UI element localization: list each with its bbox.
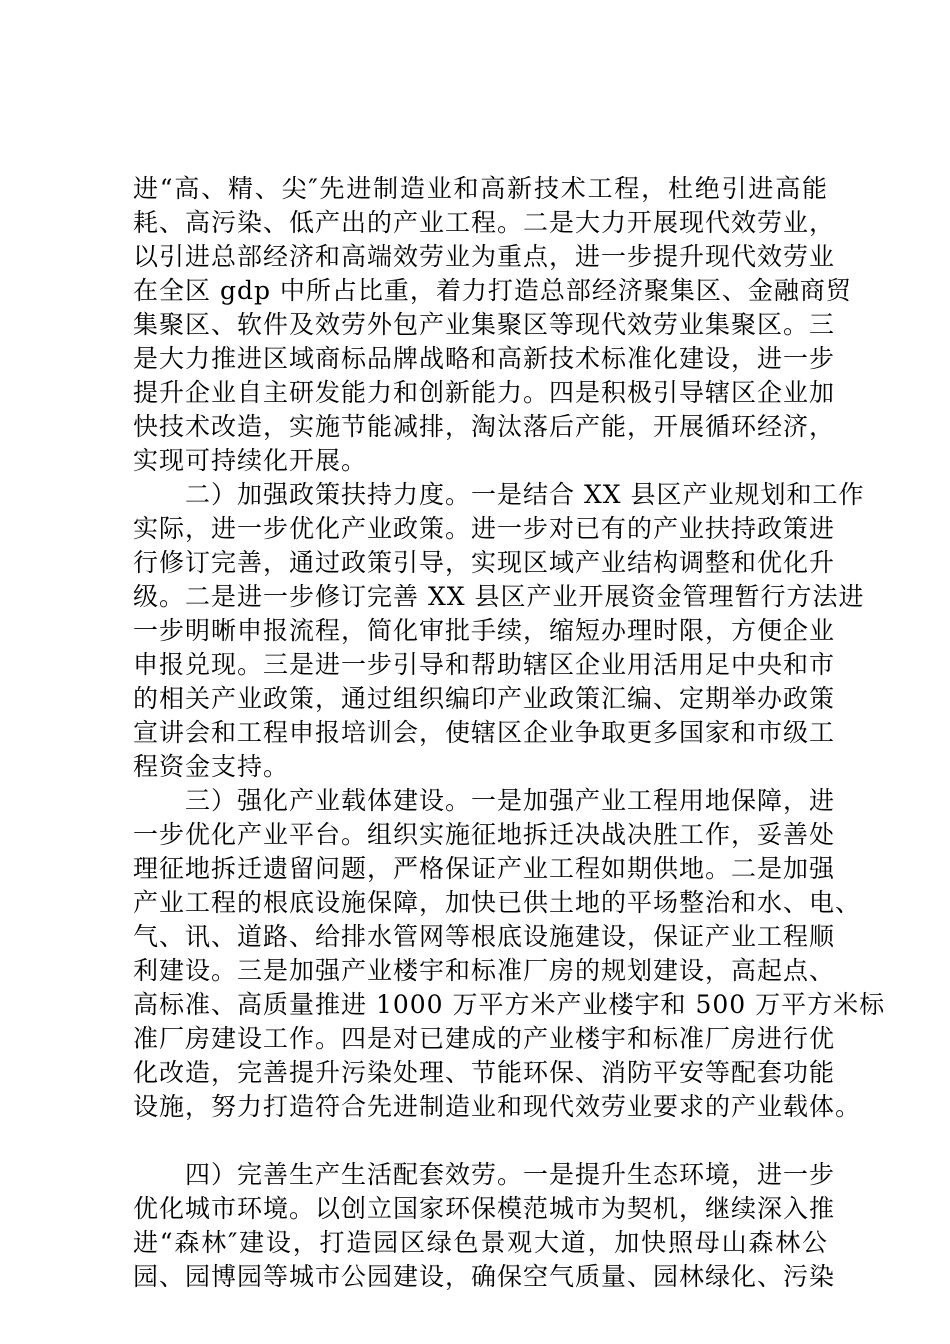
text-line: 耗、高污染、低产出的产业工程。二是大力开展现代效劳业， (133, 208, 836, 237)
text-line: 理征地拆迁遗留问题，严格保证产业工程如期供地。二是加强 (133, 854, 836, 883)
text-line: 申报兑现。三是进一步引导和帮助辖区企业用活用足中央和市 (133, 650, 836, 679)
text-line: 三）强化产业载体建设。一是加强产业工程用地保障，进 (133, 786, 836, 815)
paragraph-1 (133, 172, 852, 478)
text-line: 一步优化产业平台。组织实施征地拆迁决战决胜工作，妥善处 (133, 820, 836, 849)
text-line: 高标准、高质量推进 1000 万平方米产业楼宇和 500 万平方米标 (133, 990, 886, 1019)
text-line: 提升企业自主研发能力和创新能力。四是积极引导辖区企业加 (133, 378, 836, 407)
text-line: 一步明晰申报流程，简化审批手续，缩短办理时限，方便企业 (133, 616, 836, 645)
paragraph-3 (133, 784, 886, 1124)
text-line: 园、园博园等城市公园建设，确保空气质量、园林绿化、污染 (133, 1262, 836, 1291)
text-line: 进“森林″建设，打造园区绿色景观大道，加快照母山森林公 (133, 1228, 828, 1257)
text-line: 以引进总部经济和高端效劳业为重点，进一步提升现代效劳业 (133, 242, 836, 271)
text-line: 级。二是进一步修订完善 XX 县区产业开展资金管理暂行方法进 (133, 582, 865, 611)
text-line: 优化城市环境。以创立国家环保模范城市为契机，继续深入推 (133, 1194, 836, 1223)
text-line: 宣讲会和工程申报培训会，使辖区企业争取更多国家和市级工 (133, 718, 836, 747)
text-line: 快技术改造，实施节能减排，淘汰落后产能，开展循环经济， (133, 412, 836, 441)
text-line: 是大力推进区域商标品牌战略和高新技术标准化建设，进一步 (133, 344, 836, 373)
text-line: 行修订完善，通过政策引导，实现区域产业结构调整和优化升 (133, 548, 836, 577)
paragraph-4 (133, 1158, 836, 1294)
paragraph-2 (133, 478, 865, 784)
text-line: 气、讯、道路、给排水管网等根底设施建设，保证产业工程顺 (133, 922, 836, 951)
text-line: 二）加强政策扶持力度。一是结合 XX 县区产业规划和工作 (133, 480, 865, 509)
text-line: 集聚区、软件及效劳外包产业集聚区等现代效劳业集聚区。三 (133, 310, 836, 339)
text-line: 设施，努力打造符合先进制造业和现代效劳业要求的产业载体。 (133, 1092, 862, 1121)
text-line: 实现可持续化开展。 (133, 446, 368, 475)
document-page (133, 172, 886, 1294)
text-line: 程资金支持。 (133, 752, 290, 781)
text-line: 化改造，完善提升污染处理、节能环保、消防平安等配套功能 (133, 1058, 836, 1087)
text-line: 的相关产业政策，通过组织编印产业政策汇编、定期举办政策 (133, 684, 836, 713)
text-line: 在全区 gdp 中所占比重，着力打造总部经济聚集区、金融商贸 (133, 276, 852, 305)
text-line: 进“高、精、尖″先进制造业和高新技术工程，杜绝引进高能 (133, 174, 828, 203)
text-line: 准厂房建设工作。四是对已建成的产业楼宇和标准厂房进行优 (133, 1024, 836, 1053)
text-line: 实际，进一步优化产业政策。进一步对已有的产业扶持政策进 (133, 514, 836, 543)
text-line: 利建设。三是加强产业楼宇和标准厂房的规划建设，高起点、 (133, 956, 836, 985)
text-line: 产业工程的根底设施保障，加快已供土地的平场整治和水、电、 (133, 888, 862, 917)
text-line: 四）完善生产生活配套效劳。一是提升生态环境，进一步 (133, 1160, 836, 1189)
paragraph-spacer (133, 1124, 828, 1158)
